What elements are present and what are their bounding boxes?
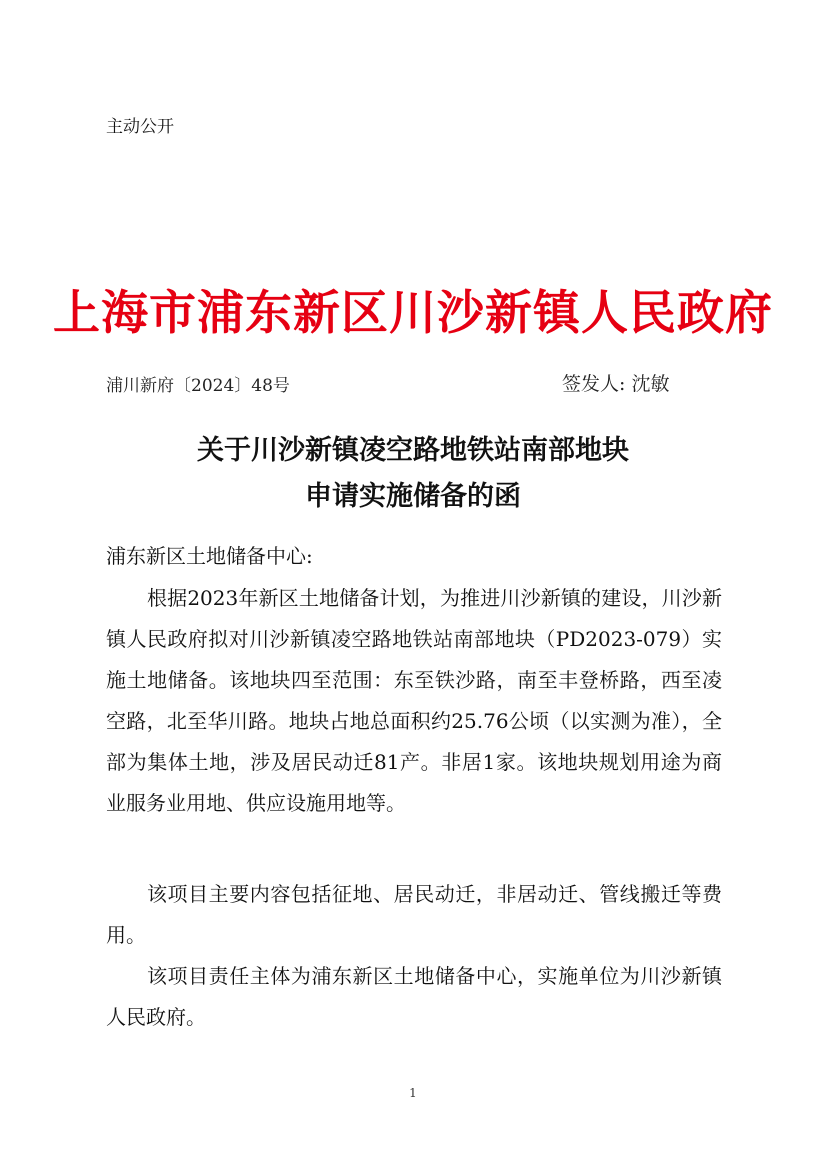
recipient: 浦东新区土地储备中心: xyxy=(106,544,313,568)
signer: 签发人: 沈敏 xyxy=(562,373,670,395)
issuing-organization-header: 上海市浦东新区川沙新镇人民政府 xyxy=(53,286,773,341)
body-paragraph-2: 该项目主要内容包括征地、居民动迁，非居动迁、管线搬迁等费用。 xyxy=(106,882,722,947)
page-number: 1 xyxy=(409,1086,417,1100)
disclosure-label: 主动公开 xyxy=(106,117,174,137)
body-paragraph-1: 根据2023年新区土地储备计划，为推进川沙新镇的建设，川沙新镇人民政府拟对川沙新镇凌空路地铁站南部地块（PD2023-079）实施土地储备。该地块四至范围：东至铁沙路，南至丰登桥路，西至凌空路，北至华川路。地块占地总面积约25.76公顷（以实测为准），全部为集体土地，涉及居民动迁81产。非居1家。该地块规划用途为商业服务业用地、供应设施用地等。 xyxy=(106,586,722,815)
document-title-line-2: 申请实施储备的函 xyxy=(305,481,521,512)
body-paragraph-3: 该项目责任主体为浦东新区土地储备中心，实施单位为川沙新镇人民政府。 xyxy=(106,964,722,1029)
document-title-line-1: 关于川沙新镇凌空路地铁站南部地块 xyxy=(197,435,629,466)
document-number: 浦川新府〔2024〕48号 xyxy=(106,376,290,396)
